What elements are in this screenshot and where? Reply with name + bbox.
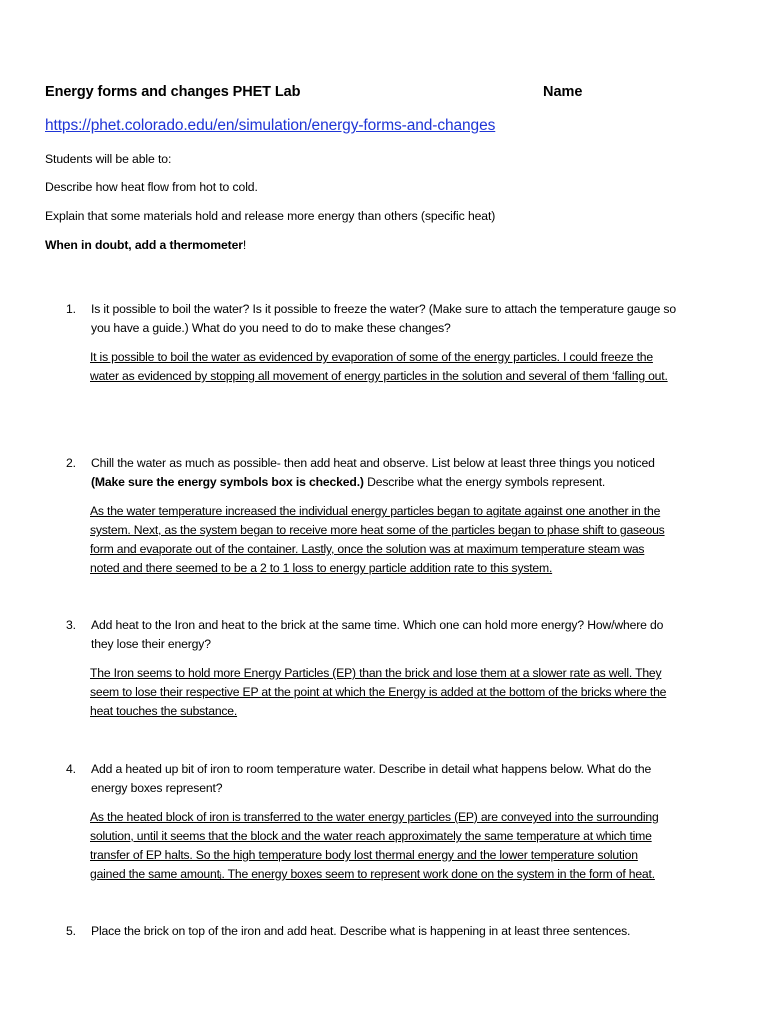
name-label: Name xyxy=(543,84,583,100)
answer-1 xyxy=(90,348,730,386)
question-text xyxy=(91,760,736,798)
question-2-rest: Describe what the energy symbols represent. xyxy=(363,475,606,489)
simulation-link[interactable]: https://phet.colorado.edu/en/simulation/energy-forms-and-changes xyxy=(45,117,496,134)
question-text xyxy=(91,616,736,654)
question-line: you have a guide.) What do you need to do to make these changes? xyxy=(91,321,451,335)
question-line: Is it possible to boil the water? Is it possible to freeze the water? (Make sure to attach the temperature gauge so xyxy=(91,302,677,316)
question-number: 2. xyxy=(66,456,76,470)
question-2 xyxy=(66,454,736,492)
question-line: energy boxes represent? xyxy=(91,781,223,795)
answer-line: As the heated block of iron is transferred to the water energy particles (EP) are conveyed into the surrounding xyxy=(90,810,659,824)
question-number: 4. xyxy=(66,762,76,776)
question-line: Add heat to the Iron and heat to the brick at the same time. Which one can hold more energy? How/where do xyxy=(91,618,664,632)
answer-line: solution, until it seems that the block and the water reach approximately the same temperature at which time xyxy=(90,829,652,843)
title-row xyxy=(45,84,725,104)
question-text xyxy=(91,454,736,492)
answer-3 xyxy=(90,664,730,721)
objective-1: Describe how heat flow from hot to cold. xyxy=(45,180,258,194)
objectives-heading: Students will be able to: xyxy=(45,152,172,166)
question-5 xyxy=(66,922,736,941)
question-line xyxy=(91,473,736,492)
answer-line: The Iron seems to hold more Energy Particles (EP) than the brick and lose them at a slower rate as well. They xyxy=(90,666,662,680)
question-line: Add a heated up bit of iron to room temperature water. Describe in detail what happens below. What do the xyxy=(91,762,652,776)
question-number: 1. xyxy=(66,302,76,316)
answer-line: water as evidenced by stopping all movement of energy particles in the solution and several of them ‘falling out. xyxy=(90,369,668,383)
answer-line: system. Next, as the system began to receive more heat some of the particles began to phase shift to gaseous xyxy=(90,523,665,537)
question-4 xyxy=(66,760,736,798)
question-text xyxy=(91,300,736,338)
answer-line: gained the same amountᵢ. The energy boxes seem to represent work done on the system in the form of heat. xyxy=(90,867,655,881)
answer-line: heat touches the substance. xyxy=(90,704,238,718)
question-line: Place the brick on top of the iron and add heat. Describe what is happening in at least three sentences. xyxy=(91,924,631,938)
question-number: 3. xyxy=(66,618,76,632)
question-line: Chill the water as much as possible- then add heat and observe. List below at least three things you noticed xyxy=(91,456,655,470)
question-number: 5. xyxy=(66,924,76,938)
question-text xyxy=(91,922,736,941)
answer-line: seem to lose their respective EP at the point at which the Energy is added at the bottom of the bricks where the xyxy=(90,685,667,699)
answer-line: noted and there seemed to be a 2 to 1 loss to energy particle addition rate to this system. xyxy=(90,561,553,575)
answer-2 xyxy=(90,502,730,578)
thermometer-tip-bold: When in doubt, add a thermometer xyxy=(45,238,243,252)
answer-line: transfer of EP halts. So the high temperature body lost thermal energy and the lower temperature solution xyxy=(90,848,638,862)
answer-line: form and evaporate out of the container. Lastly, once the solution was at maximum temperature steam was xyxy=(90,542,645,556)
question-line: they lose their energy? xyxy=(91,637,211,651)
question-2-bold-note: (Make sure the energy symbols box is checked.) xyxy=(91,475,364,489)
question-1 xyxy=(66,300,736,338)
answer-4 xyxy=(90,808,730,884)
question-3 xyxy=(66,616,736,654)
objective-2: Explain that some materials hold and release more energy than others (specific heat) xyxy=(45,209,496,223)
answer-line: It is possible to boil the water as evidenced by evaporation of some of the energy particles. I could freeze the xyxy=(90,350,653,364)
answer-line: As the water temperature increased the individual energy particles began to agitate against one another in the xyxy=(90,504,661,518)
page-title: Energy forms and changes PHET Lab xyxy=(45,84,301,100)
thermometer-tip-end: ! xyxy=(242,238,247,252)
thermometer-tip xyxy=(45,238,246,252)
